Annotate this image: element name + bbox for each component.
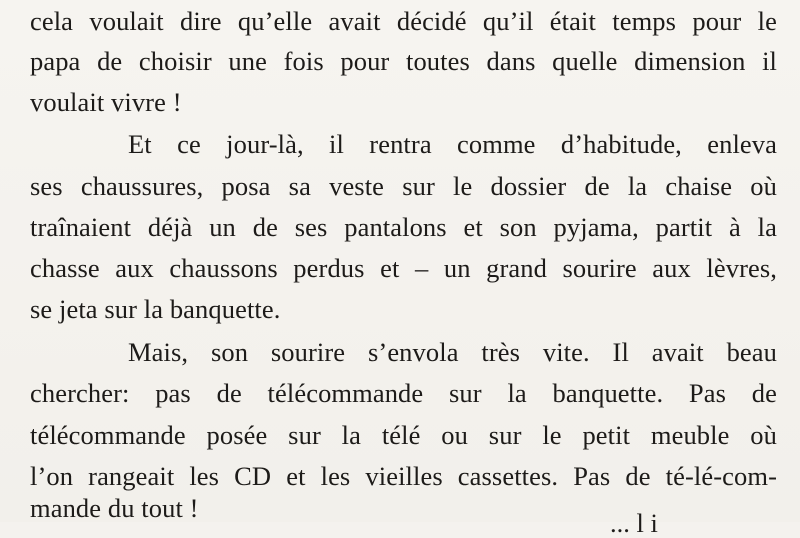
text-line-9: Mais, son sourire s’envola très vite. Il avait beau <box>128 337 777 367</box>
text-line-10: chercher: pas de télécommande sur la banquette. Pas de <box>30 378 777 408</box>
text-line-11: télécommande posée sur la télé ou sur le petit meuble où <box>30 420 777 450</box>
text-line-7: chasse aux chaussons perdus et – un grand sourire aux lèvres, <box>30 253 777 283</box>
text-line-6: traînaient déjà un de ses pantalons et son pyjama, partit à la <box>30 212 777 242</box>
text-line-2: papa de choisir une fois pour toutes dans quelle dimension il <box>30 46 777 76</box>
text-line-4: Et ce jour-là, il rentra comme d’habitude, enleva <box>128 129 777 159</box>
text-line-5: ses chaussures, posa sa veste sur le dossier de la chaise où <box>30 171 777 201</box>
text-line-1: cela voulait dire qu’elle avait décidé qu’il était temps pour le <box>30 6 777 36</box>
text-line-3: voulait vivre ! <box>30 87 182 117</box>
cutoff-text-fragment: ... l i <box>610 508 658 538</box>
text-line-8: se jeta sur la banquette. <box>30 294 281 324</box>
text-line-13: mande du tout ! <box>30 493 199 523</box>
text-line-12: l’on rangeait les CD et les vieilles cassettes. Pas de té-lé-com- <box>30 461 777 491</box>
